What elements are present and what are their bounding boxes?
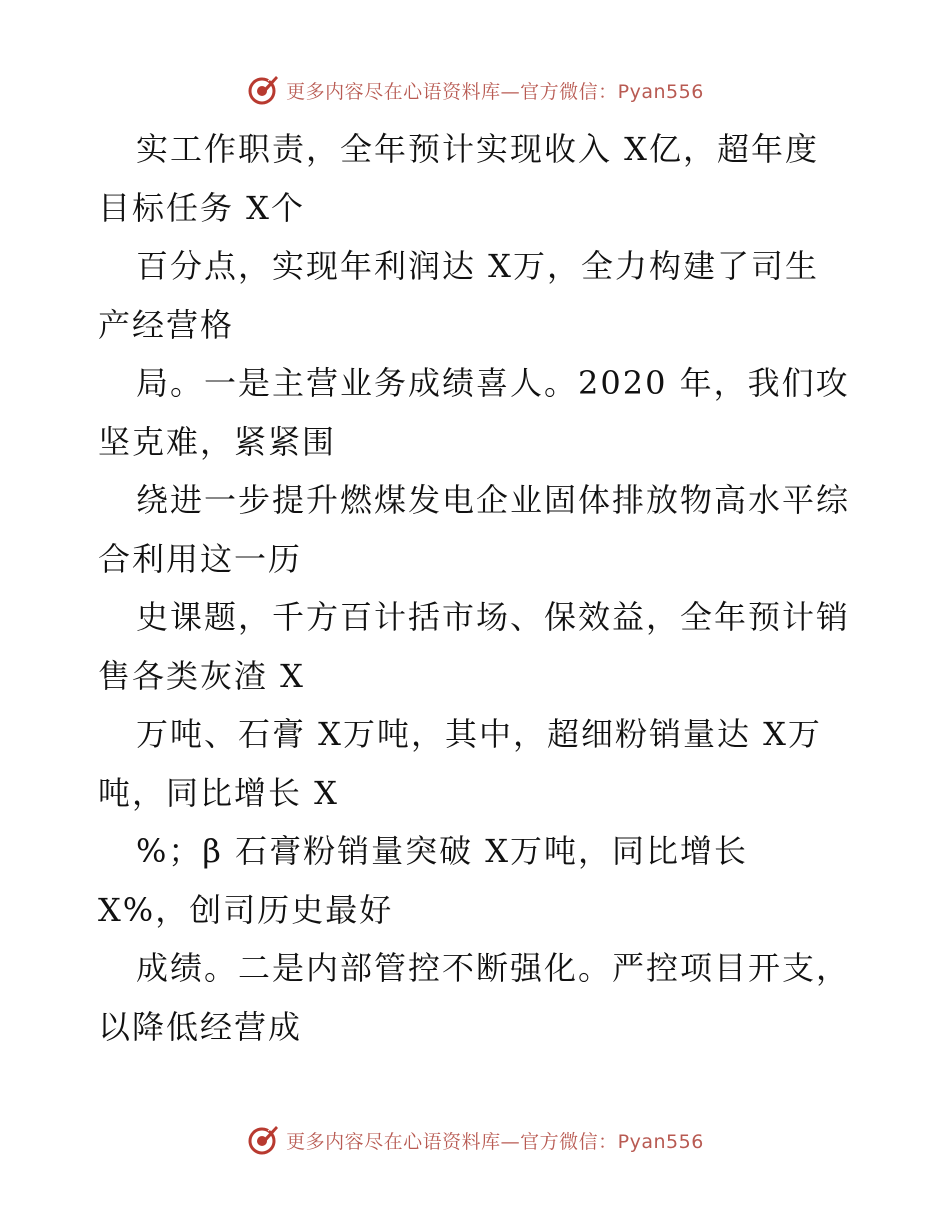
- quill-pen-seal-icon: [246, 73, 280, 107]
- header-wechat-id: Pyan556: [617, 80, 704, 103]
- quill-pen-seal-icon: [246, 1123, 280, 1157]
- body-line: 史课题，千方百计括市场、保效益，全年预计销: [136, 598, 851, 636]
- header-banner-text: 更多内容尽在心语资料库—官方微信：Pyan556: [286, 80, 704, 103]
- footer-banner-text: 更多内容尽在心语资料库—官方微信：Pyan556: [286, 1130, 704, 1153]
- footer-wechat-id: Pyan556: [617, 1130, 704, 1153]
- body-line: 绕进一步提升燃煤发电企业固体排放物高水平综: [136, 481, 851, 519]
- body-line: 吨，同比增长 X: [98, 773, 339, 812]
- footer-banner: [0, 1120, 950, 1160]
- body-line: %；β 石膏粉销量突破 X万吨，同比增长: [136, 832, 749, 870]
- body-line: 百分点，实现年利润达 X万，全力构建了司生: [136, 247, 819, 285]
- body-line: X%，创司历史最好: [98, 890, 394, 929]
- header-banner: [0, 70, 950, 110]
- document-body: [98, 120, 888, 1056]
- body-line: 以降低经营成: [98, 1007, 303, 1046]
- body-line: 目标任务 X个: [98, 188, 305, 227]
- body-line: 成绩。二是内部管控不断强化。严控项目开支，: [136, 949, 851, 987]
- body-line: 实工作职责，全年预计实现收入 X亿，超年度: [136, 130, 819, 168]
- body-line: 售各类灰渣 X: [98, 656, 305, 695]
- body-line: 万吨、石膏 X万吨，其中，超细粉销量达 X万: [136, 715, 822, 753]
- body-line: 坚克难，紧紧围: [98, 422, 337, 461]
- body-line: 合利用这一历: [98, 539, 303, 578]
- body-line: 产经营格: [98, 305, 235, 344]
- body-line: 局。一是主营业务成绩喜人。2020 年，我们攻: [136, 364, 850, 402]
